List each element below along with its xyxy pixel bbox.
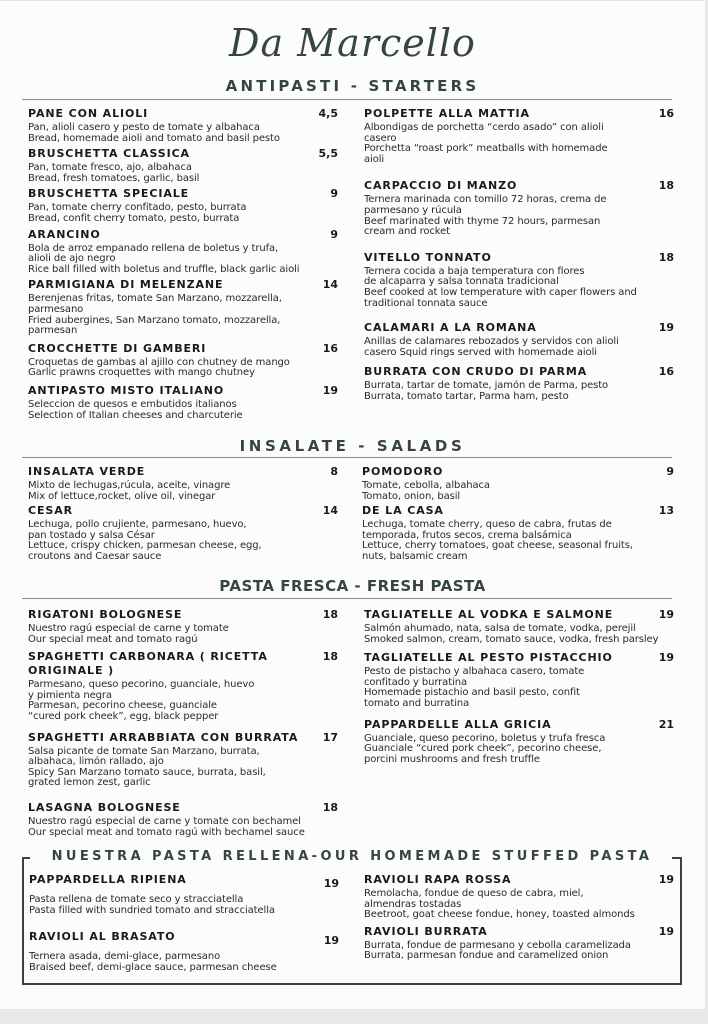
description-line: casero bbox=[364, 132, 397, 144]
restaurant-logo: Da Marcello bbox=[229, 21, 476, 65]
menu-item-description bbox=[28, 203, 338, 224]
description-line: parmesano y rúcula bbox=[364, 204, 462, 216]
pasta-right-column bbox=[364, 608, 674, 765]
menu-item-name: CALAMARI A LA ROMANA bbox=[364, 321, 537, 335]
menu-item-description bbox=[28, 294, 338, 336]
pasta-left-column bbox=[28, 608, 338, 838]
menu-item-header bbox=[364, 925, 674, 939]
menu-item-price: 13 bbox=[658, 504, 674, 518]
menu-item-name: ANTIPASTO MISTO ITALIANO bbox=[28, 383, 225, 397]
menu-item bbox=[28, 608, 338, 645]
menu-item-price: 18 bbox=[322, 608, 338, 621]
menu-item-price: 16 bbox=[658, 365, 674, 379]
menu-item bbox=[364, 107, 674, 165]
menu-item-description bbox=[364, 195, 674, 237]
frame-corner bbox=[22, 857, 30, 859]
menu-item-price: 14 bbox=[322, 504, 338, 518]
menu-item-name: INSALATA VERDE bbox=[28, 465, 146, 478]
menu-item bbox=[364, 251, 674, 309]
description-line: Burrata, tomato tartar, Parma ham, pesto bbox=[364, 390, 569, 402]
menu-item-name: SPAGHETTI ARRABBIATA CON BURRATA bbox=[28, 730, 299, 744]
menu-item-description bbox=[364, 889, 674, 921]
description-line: parmesan bbox=[28, 325, 78, 337]
description-line: Lechuga, pollo crujiente, parmesano, huevo, bbox=[28, 519, 247, 531]
menu-item bbox=[28, 107, 338, 144]
menu-item-description bbox=[29, 895, 339, 916]
menu-item-name: CROCCHETTE DI GAMBERI bbox=[28, 341, 207, 355]
menu-item-price: 19 bbox=[323, 877, 339, 890]
menu-item-name: ARANCINO bbox=[28, 227, 101, 241]
description-line: almendras tostadas bbox=[364, 898, 462, 910]
description-line: Ternera marinada con tomillo 72 horas, crema de bbox=[364, 194, 607, 206]
menu-item-name: TAGLIATELLE AL PESTO PISTACCHIO bbox=[364, 651, 613, 665]
description-line: Ternera asada, demi-glace, parmesano bbox=[29, 951, 221, 963]
description-line: de alcaparra y salsa tonnata tradicional bbox=[364, 276, 559, 288]
menu-item-name: PAPPARDELLE ALLA GRICIA bbox=[364, 717, 552, 731]
description-line: porcini mushrooms and fresh truffle bbox=[364, 753, 540, 765]
menu-item-price: 16 bbox=[658, 107, 674, 120]
menu-item-header bbox=[28, 650, 338, 678]
section-divider bbox=[22, 598, 672, 599]
menu-item-name: DE LA CASA bbox=[362, 504, 444, 518]
stuffed-left-column bbox=[29, 873, 339, 973]
menu-item bbox=[28, 228, 338, 276]
menu-item-price: 21 bbox=[658, 717, 674, 731]
description-line: albahaca, limón rallado, ajo bbox=[28, 756, 164, 768]
menu-item-name: CESAR bbox=[28, 504, 73, 518]
menu-item bbox=[29, 873, 339, 916]
menu-item-description bbox=[364, 381, 674, 402]
description-line: Berenjenas fritas, tomate San Marzano, mozzarella, bbox=[28, 293, 282, 305]
menu-item bbox=[364, 608, 674, 645]
antipasti-left-column bbox=[28, 107, 338, 424]
menu-item bbox=[364, 925, 674, 962]
menu-item-header bbox=[28, 465, 338, 479]
description-line: Parmesan, pecorino cheese, guanciale bbox=[28, 700, 217, 712]
menu-item-header bbox=[364, 365, 674, 379]
description-line: alioli de ajo negro bbox=[28, 253, 116, 265]
section-title-insalate: INSALATE - SALADS bbox=[239, 437, 466, 455]
menu-item-price: 19 bbox=[658, 608, 674, 621]
description-line: nuts, balsamic cream bbox=[362, 550, 468, 562]
menu-item-description bbox=[28, 624, 338, 645]
section-divider bbox=[22, 457, 672, 458]
section-divider bbox=[22, 99, 672, 100]
menu-item-description bbox=[28, 244, 338, 276]
menu-item-price: 19 bbox=[658, 321, 674, 335]
menu-item-description bbox=[364, 941, 674, 962]
menu-item-description bbox=[28, 481, 338, 502]
menu-item-description bbox=[364, 267, 674, 309]
menu-item-price: 8 bbox=[330, 465, 338, 478]
description-line: Beetroot, goat cheese fondue, honey, toasted almonds bbox=[364, 909, 635, 921]
description-line: Selection of Italian cheeses and charcuterie bbox=[28, 409, 243, 421]
description-line: Lettuce, cherry tomatoes, goat cheese, seasonal fruits, bbox=[362, 540, 633, 552]
menu-item bbox=[28, 147, 338, 184]
description-line: y pimienta negra bbox=[28, 689, 112, 701]
description-line: Salmón ahumado, nata, salsa de tomate, vodka, perejil bbox=[364, 623, 636, 634]
menu-item bbox=[364, 321, 674, 358]
menu-item-header bbox=[28, 384, 338, 398]
description-line: Pan, tomate cherry confitado, pesto, burrata bbox=[28, 202, 247, 214]
description-line: Garlic prawns croquettes with mango chutney bbox=[28, 367, 255, 379]
description-line: parmesano bbox=[28, 303, 84, 315]
description-line: Bola de arroz empanado rellena de boletus y trufa, bbox=[28, 242, 279, 254]
description-line: tomato and burratina bbox=[364, 697, 470, 709]
menu-item-price: 18 bbox=[658, 250, 674, 264]
menu-item-description bbox=[364, 667, 674, 709]
menu-item-header bbox=[364, 608, 674, 622]
description-line: casero Squid rings served with homemade aioli bbox=[364, 346, 597, 358]
menu-item-description bbox=[29, 952, 339, 973]
menu-item bbox=[364, 365, 674, 402]
menu-item-header bbox=[364, 251, 674, 265]
menu-item-name: RAVIOLI RAPA ROSSA bbox=[364, 873, 512, 886]
section-title-antipasti: ANTIPASTI - STARTERS bbox=[225, 77, 480, 95]
menu-item-name: SPAGHETTI CARBONARA ( RICETTA ORIGINALE ) bbox=[28, 650, 268, 678]
menu-item bbox=[28, 342, 338, 379]
menu-item-name: BURRATA CON CRUDO DI PARMA bbox=[364, 365, 588, 379]
menu-item-price: 5,5 bbox=[318, 147, 338, 161]
description-line: Parmesano, queso pecorino, guanciale, huevo bbox=[28, 679, 255, 691]
menu-item-description bbox=[364, 337, 674, 358]
menu-item-name: VITELLO TONNATO bbox=[364, 250, 492, 264]
menu-item-description bbox=[364, 123, 674, 165]
menu-item bbox=[28, 801, 338, 838]
menu-item-header bbox=[28, 342, 338, 356]
menu-item-description bbox=[28, 400, 338, 421]
menu-item-header bbox=[28, 187, 338, 201]
menu-item-price: 18 bbox=[658, 179, 674, 193]
stuffed-right-column bbox=[364, 873, 674, 962]
description-line: Tomato, onion, basil bbox=[362, 490, 461, 502]
menu-item bbox=[364, 873, 674, 921]
section-title-pasta: PASTA FRESCA - FRESH PASTA bbox=[219, 577, 486, 595]
menu-item-name: RAVIOLI BURRATA bbox=[364, 924, 488, 938]
description-line: Nuestro ragú especial de carne y tomate bbox=[28, 623, 229, 634]
description-line: Burrata, tartar de tomate, jamón de Parma, pesto bbox=[364, 380, 609, 392]
description-line: traditional tonnata sauce bbox=[364, 297, 488, 309]
description-line: “cured pork cheek”, egg, black pepper bbox=[28, 710, 219, 722]
menu-item-description bbox=[362, 481, 674, 502]
menu-item-price: 19 bbox=[658, 651, 674, 665]
description-line: Burrata, parmesan fondue and caramelized onion bbox=[364, 950, 609, 962]
menu-item-price: 17 bbox=[322, 730, 338, 744]
menu-item-description bbox=[28, 123, 338, 144]
menu-item-header bbox=[364, 651, 674, 665]
section-title-stuffed-pasta: NUESTRA PASTA RELLENA-OUR HOMEMADE STUFFED PASTA bbox=[32, 848, 672, 866]
menu-item-description bbox=[362, 520, 674, 562]
description-line: Seleccion de quesos e embutidos italianos bbox=[28, 398, 237, 410]
menu-item bbox=[362, 465, 674, 502]
menu-item-header bbox=[28, 107, 338, 121]
menu-item-description bbox=[364, 734, 674, 766]
menu-item-header bbox=[362, 465, 674, 479]
menu-item-header bbox=[28, 228, 338, 242]
insalate-left-column bbox=[28, 465, 338, 563]
description-line: Rice ball filled with boletus and truffle, black garlic aioli bbox=[28, 263, 300, 275]
menu-item bbox=[28, 731, 338, 789]
menu-item-price: 19 bbox=[322, 383, 338, 397]
menu-item bbox=[364, 179, 674, 237]
description-line: Fried aubergines, San Marzano tomato, mozzarella, bbox=[28, 314, 281, 326]
menu-item-price: 9 bbox=[330, 187, 338, 201]
menu-item-price: 19 bbox=[658, 924, 674, 938]
description-line: Lettuce, crispy chicken, parmesan cheese, egg, bbox=[28, 540, 262, 552]
menu-item-description bbox=[28, 163, 338, 184]
description-line: Mixto de lechugas,rúcula, aceite, vinagre bbox=[28, 480, 231, 491]
menu-item-header bbox=[364, 107, 674, 121]
description-line: Pesto de pistacho y albahaca casero, tomate bbox=[364, 666, 585, 678]
menu-item-header bbox=[29, 930, 339, 948]
menu-item-name: PANE CON ALIOLI bbox=[28, 107, 149, 120]
menu-item-header bbox=[364, 321, 674, 335]
menu-item-price: 9 bbox=[330, 227, 338, 241]
menu-item-name: LASAGNA BOLOGNESE bbox=[28, 800, 181, 814]
menu-item-name: RAVIOLI AL BRASATO bbox=[29, 930, 176, 944]
description-line: Pan, alioli casero y pesto de tomate y albahaca bbox=[28, 122, 260, 133]
menu-item-name: RIGATONI BOLOGNESE bbox=[28, 608, 183, 621]
description-line: Anillas de calamares rebozados y servidos con alioli bbox=[364, 336, 619, 348]
antipasti-right-column bbox=[364, 107, 674, 403]
description-line: Our special meat and tomato ragú with bechamel sauce bbox=[28, 826, 305, 838]
menu-item-name: POLPETTE ALLA MATTIA bbox=[364, 107, 530, 120]
menu-item bbox=[28, 187, 338, 224]
description-line: Bread, fresh tomatoes, garlic, basil bbox=[28, 172, 200, 184]
menu-item-header bbox=[364, 873, 674, 887]
menu-item-price: 9 bbox=[666, 465, 674, 478]
menu-item-name: CARPACCIO DI MANZO bbox=[364, 179, 518, 193]
menu-item-header bbox=[28, 147, 338, 161]
description-line: grated lemon zest, garlic bbox=[28, 777, 151, 789]
menu-item bbox=[28, 384, 338, 421]
description-line: temporada, frutos secos, crema balsámica bbox=[362, 529, 572, 541]
description-line: Guanciale “cured pork cheek”, pecorino cheese, bbox=[364, 743, 602, 755]
description-line: Beef cooked at low temperature with caper flowers and bbox=[364, 286, 637, 298]
menu-item-price: 14 bbox=[322, 278, 338, 292]
menu-item bbox=[362, 504, 674, 562]
menu-item-price: 18 bbox=[322, 650, 338, 664]
menu-item-name: POMODORO bbox=[362, 465, 444, 478]
menu-item bbox=[28, 650, 338, 722]
description-line: Mix of lettuce,rocket, olive oil, vinegar bbox=[28, 490, 216, 502]
menu-item-price: 18 bbox=[322, 800, 338, 814]
menu-item-name: BRUSCHETTA CLASSICA bbox=[28, 147, 190, 161]
insalate-right-column bbox=[362, 465, 674, 563]
description-line: Croquetas de gambas al ajillo con chutney de mango bbox=[28, 356, 290, 368]
description-line: Homemade pistachio and basil pesto, confit bbox=[364, 687, 580, 699]
menu-item-description bbox=[364, 624, 674, 645]
description-line: Salsa picante de tomate San Marzano, burrata, bbox=[28, 745, 260, 757]
menu-item-name: PAPPARDELLA RIPIENA bbox=[29, 873, 187, 886]
description-line: confitado y burratina bbox=[364, 676, 467, 688]
description-line: Remolacha, fondue de queso de cabra, miel, bbox=[364, 888, 584, 899]
menu-item bbox=[29, 930, 339, 973]
menu-item-price: 4,5 bbox=[318, 107, 338, 120]
menu-item-price: 19 bbox=[323, 934, 339, 948]
description-line: Tomate, cebolla, albahaca bbox=[362, 480, 490, 491]
menu-item bbox=[28, 465, 338, 502]
menu-item-name: TAGLIATELLE AL VODKA E SALMONE bbox=[364, 608, 614, 621]
description-line: Bread, homemade aioli and tomato and basil pesto bbox=[28, 132, 280, 144]
description-line: pan tostado y salsa César bbox=[28, 529, 155, 541]
description-line: Guanciale, queso pecorino, boletus y trufa fresca bbox=[364, 732, 606, 744]
description-line: Albondigas de porchetta “cerdo asado” con alioli bbox=[364, 122, 604, 133]
menu-item-name: BRUSCHETTA SPECIALE bbox=[28, 187, 190, 201]
description-line: Pasta rellena de tomate seco y stracciatella bbox=[29, 894, 244, 905]
description-line: Pan, tomate fresco, ajo, albahaca bbox=[28, 162, 192, 174]
menu-item-header bbox=[362, 504, 674, 518]
menu-item-price: 19 bbox=[658, 873, 674, 886]
menu-item-description bbox=[28, 680, 338, 722]
menu-item-description bbox=[28, 358, 338, 379]
menu-item bbox=[364, 651, 674, 709]
menu-item-price: 16 bbox=[322, 341, 338, 355]
menu-item-header bbox=[28, 504, 338, 518]
menu-item-header bbox=[28, 731, 338, 745]
description-line: Pasta filled with sundried tomato and stracciatella bbox=[29, 904, 275, 916]
menu-item bbox=[28, 504, 338, 562]
menu-item bbox=[28, 278, 338, 336]
description-line: Spicy San Marzano tomato sauce, burrata, basil, bbox=[28, 766, 266, 778]
description-line: Ternera cocida a baja temperatura con flores bbox=[364, 265, 585, 277]
description-line: Porchetta “roast pork” meatballs with homemade bbox=[364, 143, 608, 155]
menu-item-description bbox=[28, 747, 338, 789]
description-line: cream and rocket bbox=[364, 226, 450, 238]
description-line: Smoked salmon, cream, tomato sauce, vodka, fresh parsley bbox=[364, 633, 659, 645]
menu-item-header bbox=[364, 718, 674, 732]
menu-item-description bbox=[28, 817, 338, 838]
description-line: Our special meat and tomato ragú bbox=[28, 633, 198, 645]
description-line: Bread, confit cherry tomato, pesto, burrata bbox=[28, 212, 240, 224]
menu-item-header bbox=[29, 873, 339, 891]
menu-item-description bbox=[28, 520, 338, 562]
description-line: Braised beef, demi-glace sauce, parmesan cheese bbox=[29, 961, 277, 973]
description-line: Beef marinated with thyme 72 hours, parmesan bbox=[364, 215, 601, 227]
menu-item-header bbox=[364, 179, 674, 193]
description-line: Burrata, fondue de parmesano y cebolla caramelizada bbox=[364, 939, 631, 951]
menu-item-header bbox=[28, 278, 338, 292]
description-line: aioli bbox=[364, 153, 385, 165]
description-line: croutons and Caesar sauce bbox=[28, 550, 162, 562]
menu-item-header bbox=[28, 608, 338, 622]
menu-item-name: PARMIGIANA DI MELENZANE bbox=[28, 278, 224, 292]
menu-item-header bbox=[28, 801, 338, 815]
description-line: Nuestro ragú especial de carne y tomate con bechamel bbox=[28, 815, 301, 827]
description-line: Lechuga, tomate cherry, queso de cabra, frutas de bbox=[362, 519, 612, 531]
menu-item bbox=[364, 718, 674, 766]
